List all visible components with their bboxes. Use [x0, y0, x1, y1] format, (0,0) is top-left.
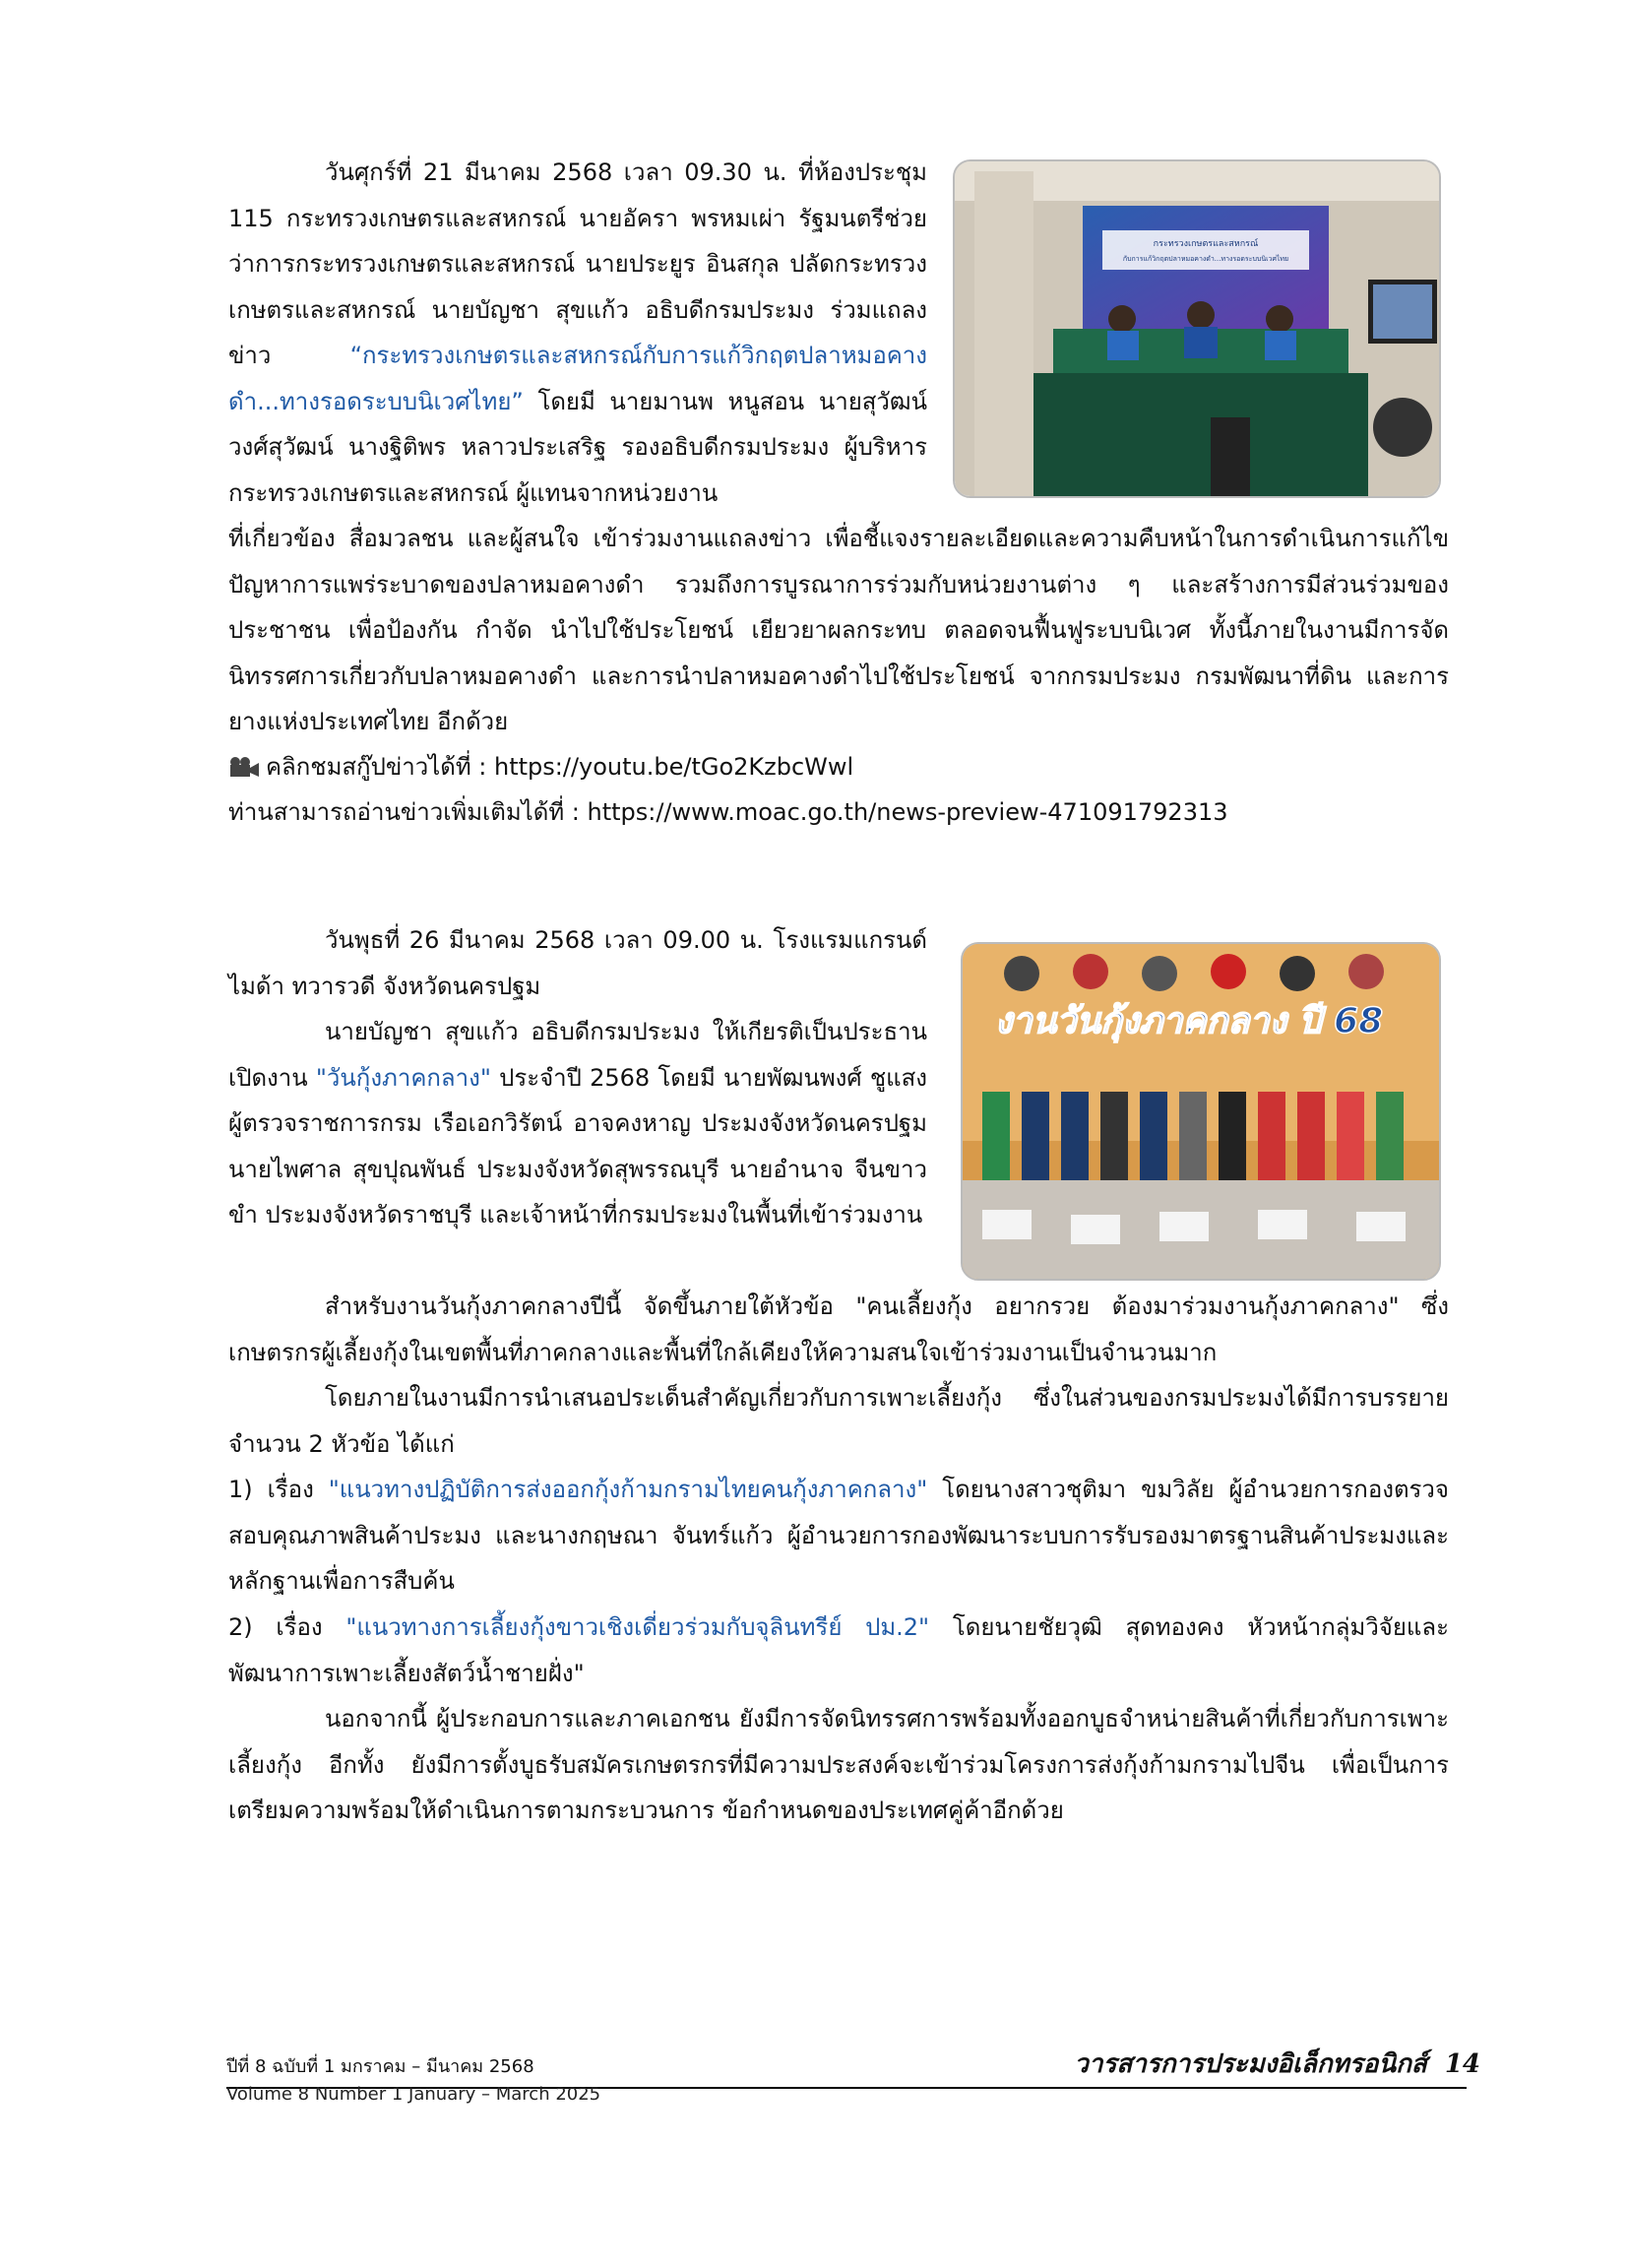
journal-title: วารสารการประมงอิเล็กทรอนิกส์ — [1074, 2049, 1427, 2079]
page-number: 14 — [1444, 2049, 1480, 2079]
section2-date-paragraph: วันพุธที่ 26 มีนาคม 2568 เวลา 09.00 น. โรงแรมแกรนด์ ไมด้า ทวารวดี จังหวัดนครปฐม — [228, 926, 927, 1000]
section1-opening-paragraph: วันศุกร์ที่ 21 มีนาคม 2568 เวลา 09.30 น. ที่ห้องประชุม 115 กระทรวงเกษตรและสหกรณ์ นายอัครา พรหมเผ่า รัฐมนตรีช่วยว่าการกระทรวงเกษตรและสหกรณ์ นายประยูร อินสกุล ปลัดกระทรวงเกษตรและสหกรณ์ นายบัญชา สุขแก้ว อธิบดีกรมประมง ร่วมแถลงข่าว “กระทรวงเกษตรและสหกรณ์กับการแก้วิกฤตปลาหมอคางดำ...ทางรอดระบบนิเวศไทย” โดยมี นายมานพ หนูสอน นายสุวัฒน์ วงศ์สุวัฒน์ นางฐิติพร หลาวประเสริฐ รองอธิบดีกรมประมง ผู้บริหารกระทรวงเกษตรและสหกรณ์ ผู้แทนจากหน่วยงาน — [228, 158, 927, 507]
press-conference-photo — [953, 159, 1441, 498]
more-news-link-line[interactable]: ท่านสามารถอ่านข่าวเพิ่มเติมได้ที่ : https://www.moac.go.th/news-preview-471091792313 — [228, 798, 1228, 826]
lecture-item-1-title: "แนวทางปฏิบัติการส่งออกกุ้งก้ามกรามไทยคนกุ้งภาคกลาง" — [328, 1476, 928, 1503]
event-name-highlight: "วันกุ้งภาคกลาง" — [315, 1063, 491, 1092]
section2-theme-paragraph: สำหรับงานวันกุ้งภาคกลางปีนี้ จัดขึ้นภายใต้หัวข้อ "คนเลี้ยงกุ้ง อยากรวย ต้องมาร่วมงานกุ้งภาคกลาง" ซึ่งเกษตรกรผู้เลี้ยงกุ้งในเขตพื้นที่ภาคกลางและพื้นที่ใกล้เคียงให้ความสนใจเข้าร่วมงานเป็นจำนวนมาก — [228, 1292, 1449, 1366]
section1-continued-paragraph: ที่เกี่ยวข้อง สื่อมวลชน และผู้สนใจ เข้าร่วมงานแถลงข่าว เพื่อชี้แจงรายละเอียดและความคืบหน้าในการดำเนินการแก้ไขปัญหาการแพร่ระบาดของปลาหมอคางดำ รวมถึงการบูรณาการร่วมกับหน่วยงานต่าง ๆ และสร้างการมีส่วนร่วมของประชาชน เพื่อป้องกัน กำจัด นำไปใช้ประโยชน์ เยียวยาผลกระทบ ตลอดจนฟื้นฟูระบบนิเวศ ทั้งนี้ภายในงานมีการจัดนิทรรศการเกี่ยวกับปลาหมอคางดำ และการนำปลาหมอคางดำไปใช้ประโยชน์ จากกรมประมง กรมพัฒนาที่ดิน และการยางแห่งประเทศไทย อีกด้วย — [228, 525, 1449, 735]
banner-line1: กระทรวงเกษตรและสหกรณ์ — [1153, 239, 1259, 249]
banner-line2: กับการแก้วิกฤตปลาหมอคางดำ...ทางรอดระบบนิเวศไทย — [1122, 255, 1289, 263]
footer-issue-thai: ปีที่ 8 ฉบับที่ 1 มกราคม – มีนาคม 2568 — [226, 2056, 534, 2077]
event-banner-text: งานวันกุ้งภาคกลาง ปี 68 — [994, 1001, 1384, 1041]
video-camera-icon — [228, 756, 260, 778]
video-link-line[interactable]: คลิกชมสกู๊ปข่าวได้ที่ : https://youtu.be/tGo2KzbcWwl — [228, 744, 1449, 790]
section2-chair-paragraph: นายบัญชา สุขแก้ว อธิบดีกรมประมง ให้เกียรติเป็นประธานเปิดงาน "วันกุ้งภาคกลาง" ประจำปี 2568 โดยมี นายพัฒนพงศ์ ชูแสง ผู้ตรวจราชการกรม เรือเอกวิรัตน์ อาจคงหาญ ประมงจังหวัดนครปฐม นายไพศาล สุขปุณพันธ์ ประมงจังหวัดสุพรรณบุรี นายอำนาจ จีนขาวขำ ประมงจังหวัดราชบุรี และเจ้าหน้าที่กรมประมงในพื้นที่เข้าร่วมงาน — [228, 1018, 927, 1228]
section2-exhibition-paragraph: นอกจากนี้ ผู้ประกอบการและภาคเอกชน ยังมีการจัดนิทรรศการพร้อมทั้งออกบูธจำหน่ายสินค้าที่เกี่ยวกับการเพาะเลี้ยงกุ้ง อีกทั้ง ยังมีการตั้งบูธรับสมัครเกษตรกรที่มีความประสงค์จะเข้าร่วมโครงการส่งกุ้งก้ามกรามไปจีน เพื่อเป็นการเตรียมความพร้อมให้ดำเนินการตามกระบวนการ ข้อกำหนดของประเทศคู่ค้าอีกด้วย — [228, 1705, 1449, 1824]
lecture-item-1: 1) เรื่อง "แนวทางปฏิบัติการส่งออกกุ้งก้ามกรามไทยคนกุ้งภาคกลาง" โดยนางสาวชุติมา ขมวิลัย ผู้อำนวยการกองตรวจสอบคุณภาพสินค้าประมง และนางกฤษณา จันทร์แก้ว ผู้อำนวยการกองพัฒนาระบบการรับรองมาตรฐานสินค้าประมงและหลักฐานเพื่อการสืบค้น — [228, 1476, 1449, 1595]
footer-issue-english: Volume 8 Number 1 January – March 2025 — [226, 2084, 601, 2105]
press-title-highlight: “กระทรวงเกษตรและสหกรณ์กับการแก้วิกฤตปลาหมอคางดำ...ทางรอดระบบนิเวศไทย” — [228, 342, 927, 415]
lecture-item-2-title: "แนวทางการเลี้ยงกุ้งขาวเชิงเดี่ยวร่วมกับจุลินทรีย์ ปม.2" — [345, 1613, 930, 1641]
shrimp-day-event-photo — [961, 942, 1441, 1281]
footer-journal — [1062, 2044, 1480, 2084]
section2-lecture-intro: โดยภายในงานมีการนำเสนอประเด็นสำคัญเกี่ยวกับการเพาะเลี้ยงกุ้ง ซึ่งในส่วนของกรมประมงได้มีการบรรยาย จำนวน 2 หัวข้อ ได้แก่ — [228, 1384, 1449, 1458]
lecture-item-2: 2) เรื่อง "แนวทางการเลี้ยงกุ้งขาวเชิงเดี่ยวร่วมกับจุลินทรีย์ ปม.2" โดยนายชัยวุฒิ สุดทองคง หัวหน้ากลุ่มวิจัยและพัฒนาการเพาะเลี้ยงสัตว์น้ำชายฝั่ง" — [228, 1613, 1449, 1687]
